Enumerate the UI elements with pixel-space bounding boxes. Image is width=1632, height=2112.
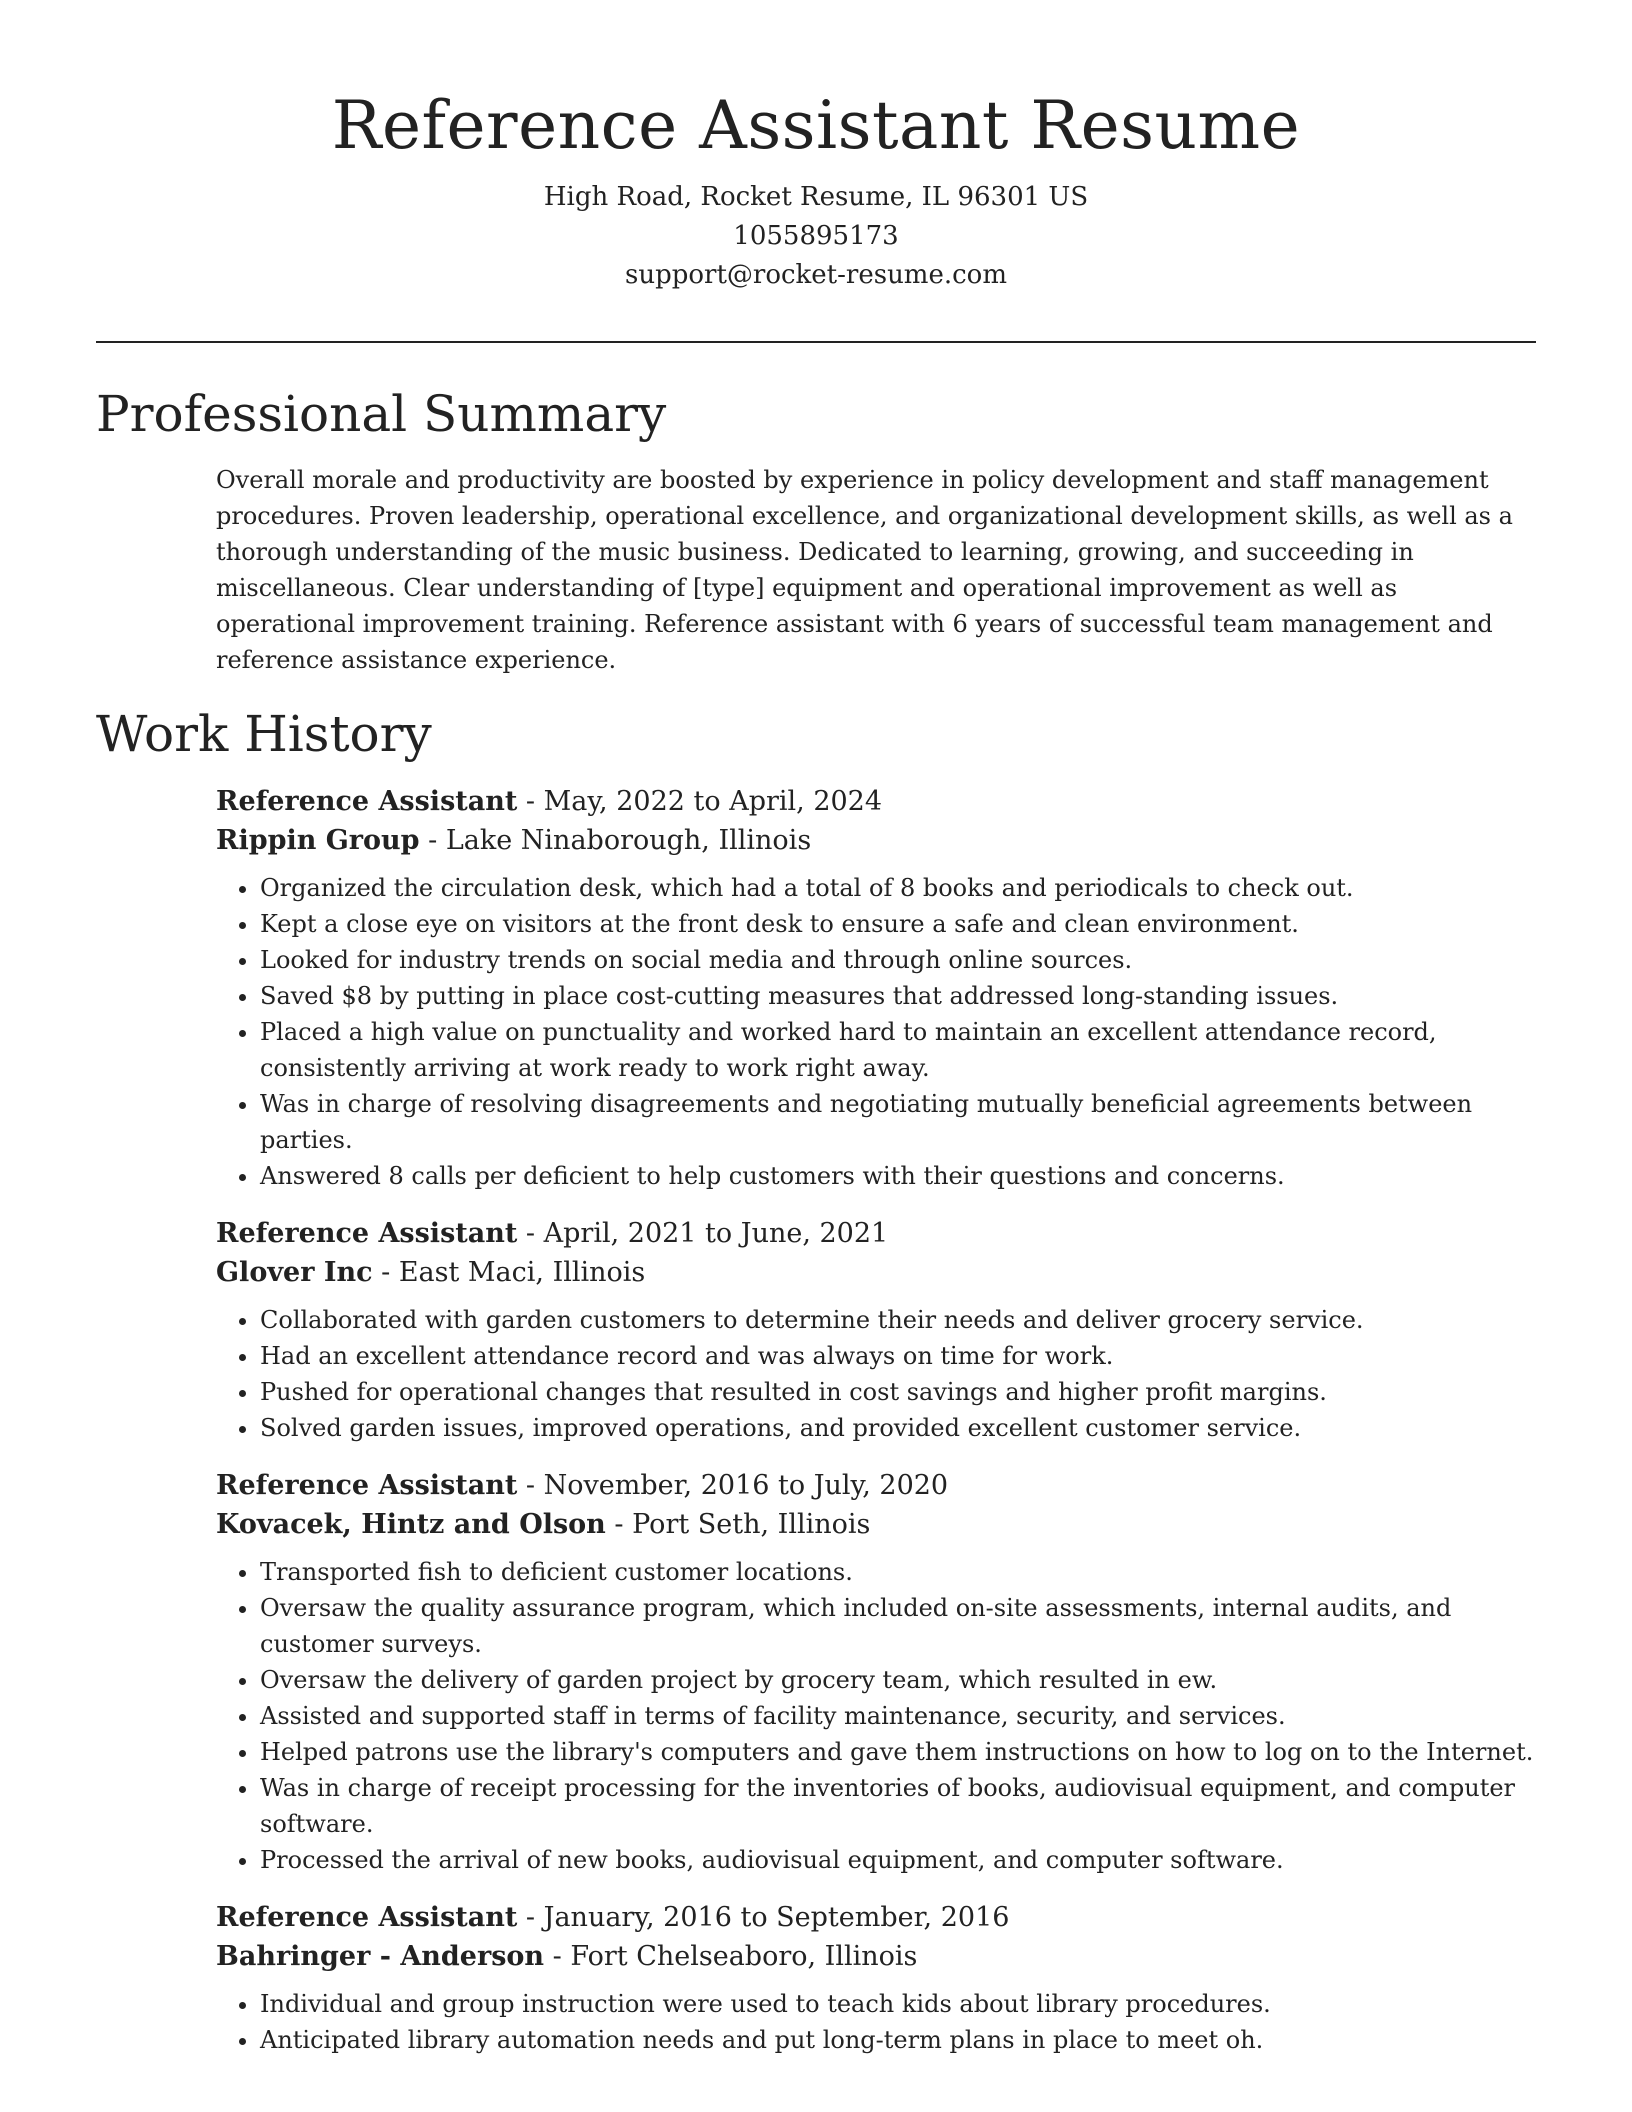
separator: - (372, 1257, 399, 1288)
job-duties (216, 1986, 1536, 2058)
job-entry (216, 1466, 1536, 1878)
resume-title: Reference Assistant Resume (331, 87, 1301, 164)
duty-item: • Answered 8 calls per deficient to help customers with their questions and concerns. (260, 1158, 1536, 1194)
job-company: Glover Inc (216, 1257, 373, 1288)
job-company: Kovacek, Hintz and Olson (216, 1509, 606, 1540)
separator: - (517, 1218, 544, 1249)
separator: - (517, 786, 544, 817)
job-location: Lake Ninaborough, Illinois (445, 825, 812, 856)
summary-heading: Professional Summary (96, 385, 667, 443)
contact-info (0, 178, 1632, 295)
work-history-list (216, 782, 1536, 2078)
phone: 1055895173 (733, 221, 899, 251)
duty-item: • Assisted and supported staff in terms of facility maintenance, security, and services. (260, 1698, 1536, 1734)
duty-item: • Was in charge of resolving disagreements and negotiating mutually beneficial agreements between parties. (260, 1086, 1536, 1158)
job-dates: November, 2016 to July, 2020 (543, 1470, 949, 1501)
duty-item: • Pushed for operational changes that resulted in cost savings and higher profit margins. (260, 1374, 1536, 1410)
job-duties (216, 870, 1536, 1194)
duty-item: • Oversaw the delivery of garden project by grocery team, which resulted in ew. (260, 1662, 1536, 1698)
job-duties (216, 1302, 1536, 1446)
job-dates: January, 2016 to September, 2016 (543, 1902, 1010, 1933)
job-entry (216, 1898, 1536, 2058)
duty-item: • Collaborated with garden customers to determine their needs and deliver grocery service. (260, 1302, 1536, 1338)
duty-item: • Looked for industry trends on social media and through online sources. (260, 942, 1536, 978)
work-history-heading: Work History (96, 705, 432, 763)
job-title-line (216, 782, 1536, 821)
job-company-line (216, 1253, 1536, 1292)
header-divider (96, 341, 1536, 343)
job-location: East Maci, Illinois (398, 1257, 646, 1288)
duty-item: • Placed a high value on punctuality and worked hard to maintain an excellent attendance record, consistently arriving at work ready to work right away. (260, 1014, 1536, 1086)
duty-item: • Helped patrons use the library's computers and gave them instructions on how to log on to the Internet. (260, 1734, 1536, 1770)
separator: - (605, 1509, 633, 1540)
job-dates: May, 2022 to April, 2024 (543, 786, 883, 817)
job-title: Reference Assistant (216, 1902, 518, 1933)
summary-text: Overall morale and productivity are boosted by experience in policy development and staff management procedures. Proven leadership, operational excellence, and organizational development skills, as well as a thorough understanding of the music business. Dedicated to learning, growing, and succeeding in miscellaneous. Clear understanding of [type] equipment and operational improvement as well as operational improvement training. Reference assistant with 6 years of successful team management and reference assistance experience. (216, 466, 1513, 674)
job-title: Reference Assistant (216, 1218, 518, 1249)
separator: - (517, 1470, 544, 1501)
separator: - (517, 1902, 544, 1933)
duty-item: • Individual and group instruction were used to teach kids about library procedures. (260, 1986, 1536, 2022)
duty-item: • Saved $8 by putting in place cost-cutting measures that addressed long-standing issues. (260, 978, 1536, 1014)
job-entry (216, 782, 1536, 1194)
job-title: Reference Assistant (216, 786, 518, 817)
job-dates: April, 2021 to June, 2021 (543, 1218, 889, 1249)
address: High Road, Rocket Resume, IL 96301 US (543, 182, 1089, 212)
job-company-line (216, 1505, 1536, 1544)
duty-item: • Oversaw the quality assurance program, which included on-site assessments, internal audits, and customer surveys. (260, 1590, 1536, 1662)
duty-item: • Had an excellent attendance record and was always on time for work. (260, 1338, 1536, 1374)
job-title-line (216, 1466, 1536, 1505)
job-company-line (216, 821, 1536, 860)
duty-item: • Transported fish to deficient customer locations. (260, 1554, 1536, 1590)
duty-item: • Was in charge of receipt processing for the inventories of books, audiovisual equipment, and computer software. (260, 1770, 1536, 1842)
duty-item: • Solved garden issues, improved operations, and provided excellent customer service. (260, 1410, 1536, 1446)
job-title-line (216, 1898, 1536, 1937)
duty-item: • Anticipated library automation needs and put long-term plans in place to meet oh. (260, 2022, 1536, 2058)
separator: - (544, 1941, 571, 1972)
duty-item: • Processed the arrival of new books, audiovisual equipment, and computer software. (260, 1842, 1536, 1878)
job-duties (216, 1554, 1536, 1878)
job-entry (216, 1214, 1536, 1446)
job-company: Rippin Group (216, 825, 420, 856)
job-location: Fort Chelseaboro, Illinois (570, 1941, 918, 1972)
job-company-line (216, 1937, 1536, 1976)
job-company: Bahringer - Anderson (216, 1941, 545, 1972)
resume-header (0, 0, 1632, 295)
separator: - (419, 825, 446, 856)
job-location: Port Seth, Illinois (632, 1509, 871, 1540)
job-title-line (216, 1214, 1536, 1253)
email: support@rocket-resume.com (624, 260, 1007, 290)
job-title: Reference Assistant (216, 1470, 518, 1501)
duty-item: • Organized the circulation desk, which had a total of 8 books and periodicals to check out. (260, 870, 1536, 906)
duty-item: • Kept a close eye on visitors at the front desk to ensure a safe and clean environment. (260, 906, 1536, 942)
